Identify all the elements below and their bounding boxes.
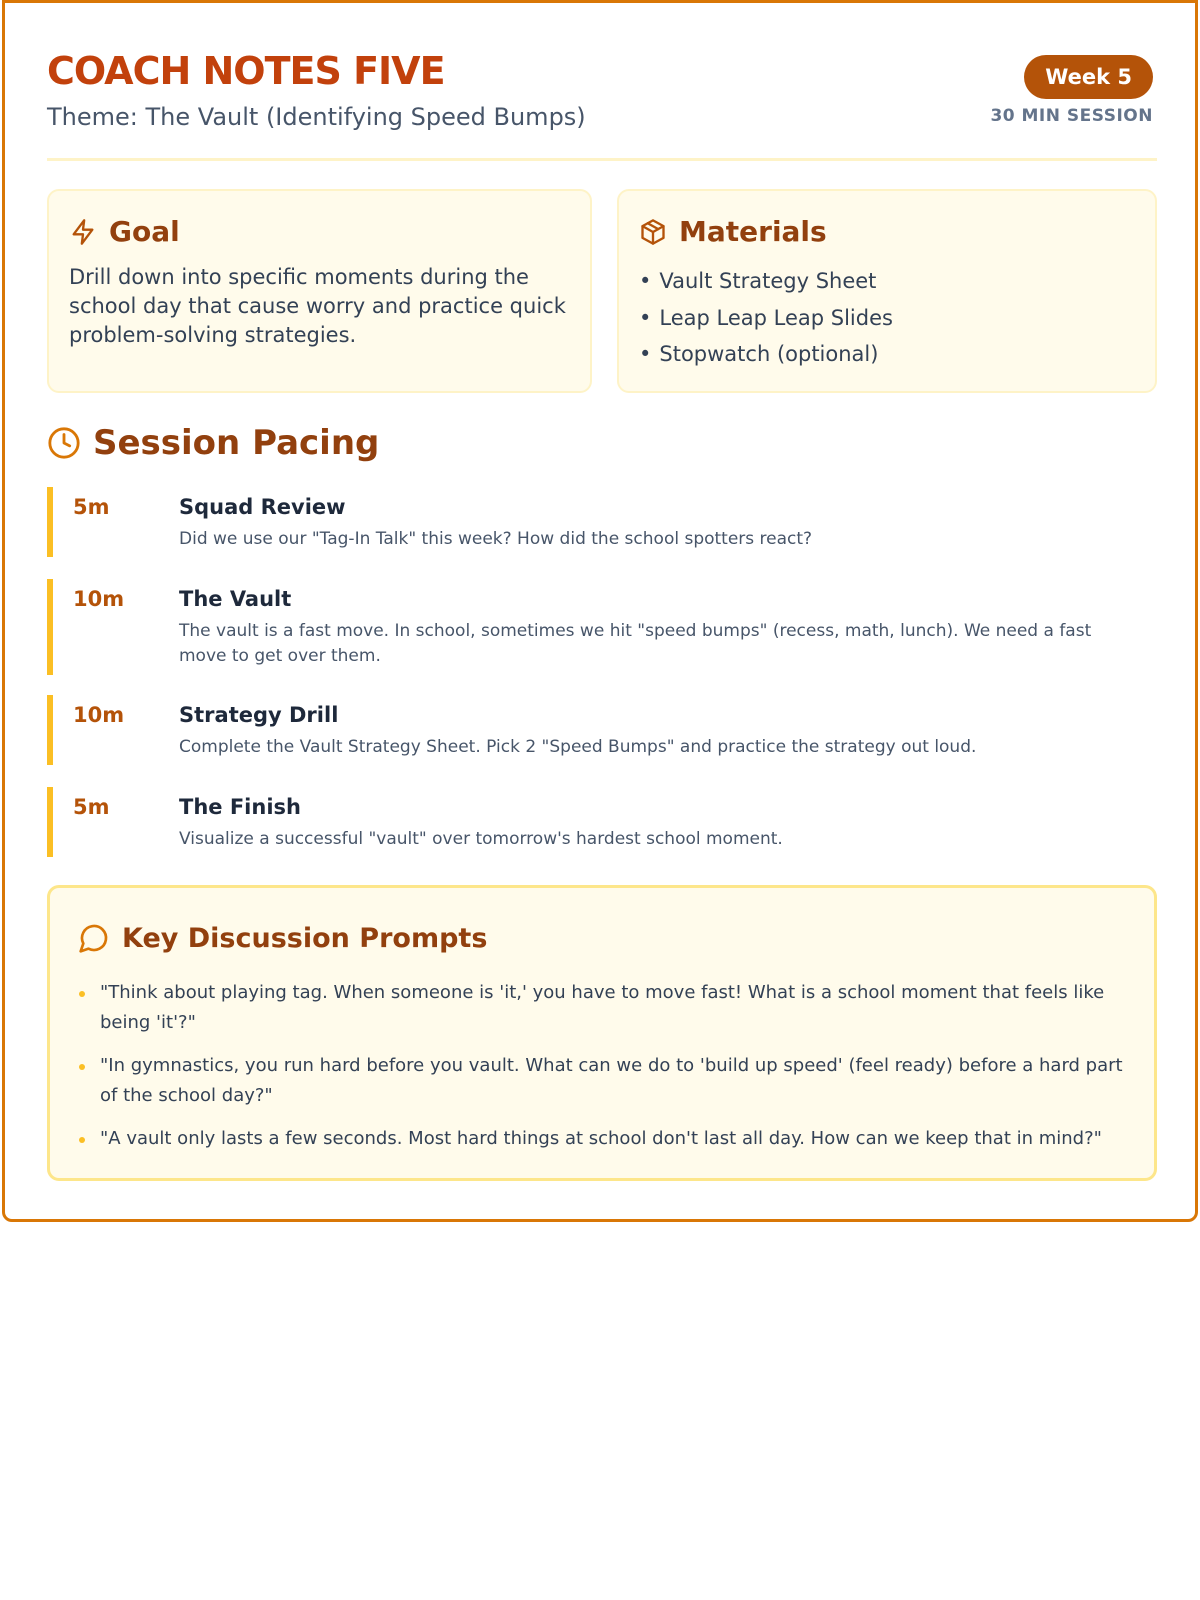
- week-badge: Week 5: [1024, 55, 1153, 99]
- pacing-description: Visualize a successful "vault" over tomorrow's hardest school moment.: [179, 829, 783, 849]
- pacing-title: Strategy Drill: [179, 703, 339, 727]
- page-subtitle: Theme: The Vault (Identifying Speed Bumps): [47, 103, 586, 131]
- pacing-title: The Vault: [179, 587, 292, 611]
- materials-item: • Leap Leap Leap Slides: [639, 300, 893, 337]
- materials-item: • Stopwatch (optional): [639, 336, 893, 373]
- pacing-description: The vault is a fast move. In school, sometimes we hit "speed bumps" (recess, math, lunch). We need a fast move to get over them.: [179, 621, 1092, 666]
- pacing-row: [47, 579, 1157, 675]
- discussion-prompts-title: Key Discussion Prompts: [122, 922, 488, 954]
- session-length-label: 30 MIN SESSION: [990, 106, 1153, 126]
- header-divider: [47, 158, 1157, 161]
- pacing-time: 5m: [73, 495, 110, 519]
- discussion-prompts-heading: [78, 922, 487, 954]
- goal-heading: [69, 215, 180, 248]
- session-pacing-title: Session Pacing: [93, 423, 380, 463]
- materials-heading: [639, 215, 827, 248]
- page-title: COACH NOTES FIVE: [47, 49, 445, 93]
- discussion-prompts-panel: [47, 885, 1157, 1181]
- pacing-row: [47, 695, 1157, 765]
- pacing-time: 10m: [73, 703, 125, 727]
- coach-notes-card: [2, 0, 1198, 1222]
- session-pacing-heading: [47, 423, 379, 463]
- goal-panel: [47, 189, 592, 393]
- pacing-description: Did we use our "Tag-In Talk" this week? How did the school spotters react?: [179, 529, 813, 549]
- materials-panel: [617, 189, 1157, 393]
- pacing-time: 5m: [73, 795, 110, 819]
- pacing-description: Complete the Vault Strategy Sheet. Pick 2 "Speed Bumps" and practice the strategy out loud.: [179, 737, 977, 757]
- clock-icon: [47, 426, 81, 460]
- materials-list: [639, 263, 893, 373]
- discussion-prompts-list: [100, 978, 1130, 1167]
- materials-item: • Vault Strategy Sheet: [639, 263, 893, 300]
- speech-bubble-icon: [78, 922, 110, 954]
- pacing-row: [47, 787, 1157, 857]
- prompt-item: "A vault only lasts a few seconds. Most hard things at school don't last all day. How can we keep that in mind?": [100, 1124, 1130, 1154]
- goal-title: Goal: [109, 215, 180, 248]
- pacing-time: 10m: [73, 587, 125, 611]
- materials-title: Materials: [679, 215, 827, 248]
- goal-text: Drill down into specific moments during the school day that cause worry and practice quick problem-solving strategies.: [69, 265, 566, 347]
- prompt-item: "In gymnastics, you run hard before you vault. What can we do to 'build up speed' (feel ready) before a hard part of the school day?": [100, 1051, 1130, 1111]
- pacing-title: Squad Review: [179, 495, 346, 519]
- lightning-icon: [69, 218, 97, 246]
- pacing-row: [47, 487, 1157, 557]
- box-icon: [639, 218, 667, 246]
- pacing-title: The Finish: [179, 795, 301, 819]
- prompt-item: "Think about playing tag. When someone is 'it,' you have to move fast! What is a school moment that feels like being 'it'?": [100, 978, 1130, 1038]
